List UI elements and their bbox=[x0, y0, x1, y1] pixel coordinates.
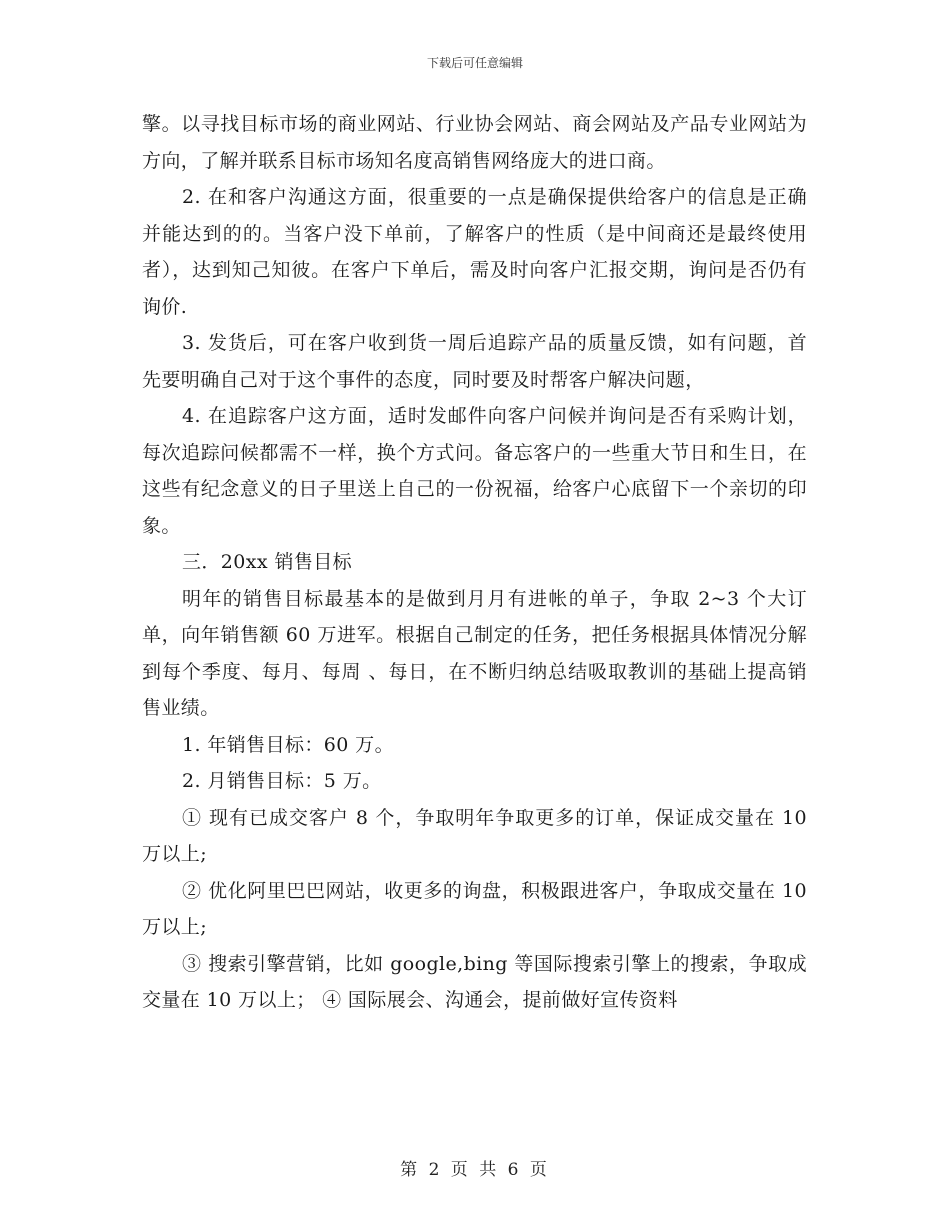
paragraph-target-search-engine: ③ 搜索引擎营销，比如 google,bing 等国际搜索引擎上的搜索，争取成交量在 10 万以上； ④ 国际展会、沟通会，提前做好宣传资料 bbox=[142, 952, 807, 1011]
paragraph-item-4-follow-up: 4. 在追踪客户这方面，适时发邮件向客户问候并询问是否有采购计划，每次追踪问候都需不一样，换个方式问。备忘客户的一些重大节日和生日，在这些有纪念意义的日子里送上自己的一份祝福，给客户心底留下一个亲切的印象。 bbox=[142, 405, 807, 537]
page-header: 下载后可任意编辑 bbox=[426, 56, 523, 70]
paragraph-item-3-after-shipping: 3. 发货后，可在客户收到货一周后追踪产品的质量反馈，如有问题，首先要明确自己对于这个事件的态度，同时要及时帮客户解决问题， bbox=[142, 332, 807, 391]
paragraph-sales-target-intro: 明年的销售目标最基本的是做到月月有进帐的单子，争取 2~3 个大订单，向年销售额 60 万进军。根据自己制定的任务，把任务根据具体情况分解到每个季度、每月、每周 、每日，在不断归纳总结吸取教训的基础上提高销售业绩。 bbox=[142, 587, 807, 719]
paragraph-importers: 擎。以寻找目标市场的商业网站、行业协会网站、商会网站及产品专业网站为方向，了解并联系目标市场知名度高销售网络庞大的进口商。 bbox=[142, 113, 807, 172]
paragraph-monthly-target: 2. 月销售目标：5 万。 bbox=[182, 770, 382, 792]
page-footer: 第 2 页 共 6 页 bbox=[400, 1160, 550, 1180]
paragraph-annual-target: 1. 年销售目标：60 万。 bbox=[182, 733, 394, 756]
paragraph-target-existing-clients: ① 现有已成交客户 8 个，争取明年争取更多的订单，保证成交量在 10 万以上; bbox=[142, 806, 807, 865]
paragraph-item-2-communication: 2. 在和客户沟通这方面，很重要的一点是确保提供给客户的信息是正确并能达到的的。当客户没下单前，了解客户的性质（是中间商还是最终使用者），达到知己知彼。在客户下单后，需及时向客户汇报交期，询问是否仍有询价. bbox=[142, 186, 807, 318]
document-body bbox=[142, 106, 807, 1019]
paragraph-target-alibaba: ② 优化阿里巴巴网站，收更多的询盘，积极跟进客户，争取成交量在 10 万以上; bbox=[142, 879, 807, 938]
section-heading-sales-target: 三．20xx 销售目标 bbox=[182, 551, 353, 573]
